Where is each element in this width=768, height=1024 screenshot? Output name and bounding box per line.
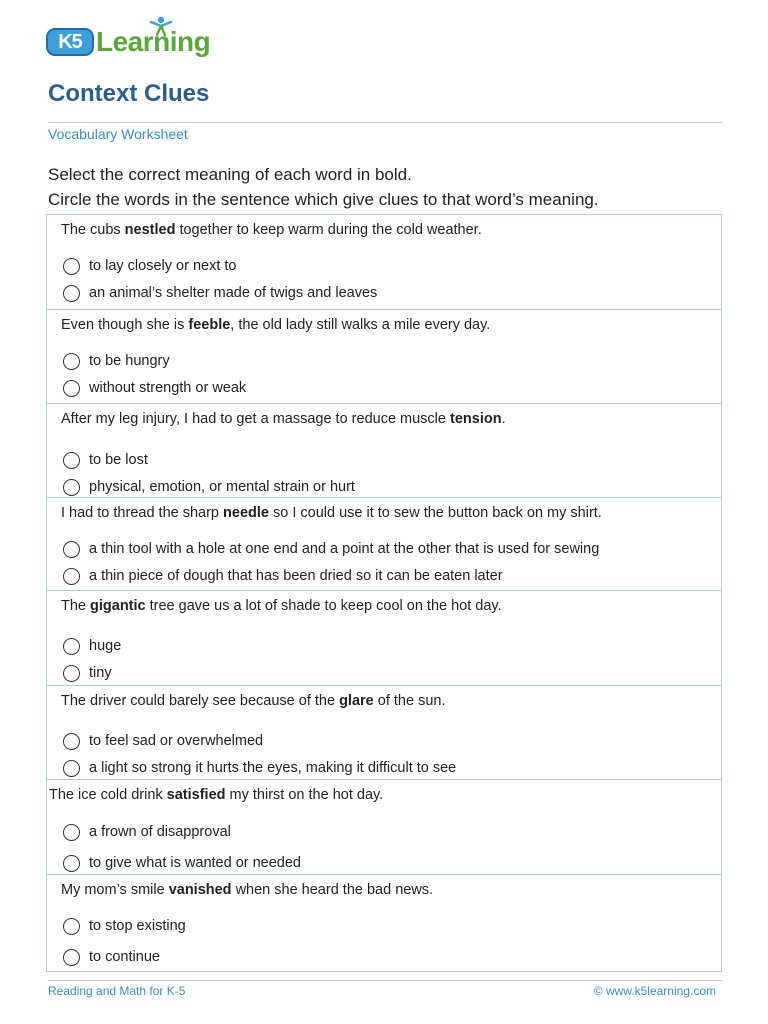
radio-circle-icon[interactable] [63, 452, 80, 469]
page-title: Context Clues [48, 80, 210, 107]
answer-option[interactable]: to give what is wanted or needed [63, 852, 301, 874]
question-sentence: Even though she is feeble, the old lady still walks a mile every day. [61, 317, 491, 333]
bold-word: nestled [124, 222, 176, 238]
question-sentence: The gigantic tree gave us a lot of shade to keep cool on the hot day. [61, 598, 502, 614]
instruction-line: Circle the words in the sentence which give clues to that word’s meaning. [48, 190, 599, 209]
radio-circle-icon[interactable] [63, 353, 80, 370]
answer-option[interactable]: to be hungry [63, 350, 170, 372]
radio-circle-icon[interactable] [63, 665, 80, 682]
answer-option[interactable]: a light so strong it hurts the eyes, making it difficult to see [63, 757, 456, 779]
radio-circle-icon[interactable] [63, 949, 80, 966]
question-sentence: I had to thread the sharp needle so I could use it to sew the button back on my shirt. [61, 505, 602, 521]
footer-divider [48, 980, 722, 981]
radio-circle-icon[interactable] [63, 258, 80, 275]
question-item [47, 498, 721, 591]
logo-figure-icon [148, 14, 174, 36]
answer-option[interactable]: to feel sad or overwhelmed [63, 730, 263, 752]
bold-word: vanished [168, 882, 232, 898]
answer-option[interactable]: a thin piece of dough that has been dried so it can be eaten later [63, 565, 503, 587]
bold-word: feeble [188, 317, 231, 333]
question-sentence: The driver could barely see because of the glare of the sun. [61, 693, 446, 709]
k5-learning-logo [44, 14, 214, 60]
bold-word: glare [339, 693, 374, 709]
bold-word: satisfied [166, 787, 226, 803]
answer-option[interactable]: to be lost [63, 449, 148, 471]
question-item [47, 591, 721, 686]
page-subtitle: Vocabulary Worksheet [48, 126, 188, 142]
answer-option[interactable]: a thin tool with a hole at one end and a point at the other that is used for sewing [63, 538, 599, 560]
answer-option[interactable]: to lay closely or next to [63, 255, 237, 277]
question-item [47, 310, 721, 404]
title-divider [48, 122, 722, 123]
question-item [47, 404, 721, 498]
question-item [47, 215, 721, 310]
answer-option[interactable]: to stop existing [63, 915, 186, 937]
radio-circle-icon[interactable] [63, 638, 80, 655]
bold-word: needle [223, 505, 269, 521]
answer-option[interactable]: a frown of disapproval [63, 821, 231, 843]
bold-word: tension [450, 411, 502, 427]
logo-wordmark: Learning [96, 26, 211, 57]
answer-option[interactable]: without strength or weak [63, 377, 246, 399]
answer-option[interactable]: huge [63, 635, 121, 657]
question-sentence: The cubs nestled together to keep warm during the cold weather. [61, 222, 482, 238]
footer-tagline: Reading and Math for K-5 [48, 984, 186, 998]
answer-option[interactable]: to continue [63, 946, 160, 968]
answer-option[interactable]: physical, emotion, or mental strain or hurt [63, 476, 355, 498]
question-item [47, 875, 721, 971]
answer-option[interactable]: tiny [63, 662, 112, 684]
logo-k5-badge: K5 [46, 28, 94, 56]
radio-circle-icon[interactable] [63, 541, 80, 558]
bold-word: gigantic [90, 598, 146, 614]
question-item [47, 686, 721, 780]
radio-circle-icon[interactable] [63, 824, 80, 841]
footer-copyright[interactable]: © www.k5learning.com [593, 984, 716, 998]
radio-circle-icon[interactable] [63, 733, 80, 750]
radio-circle-icon[interactable] [63, 568, 80, 585]
question-sentence: The ice cold drink satisfied my thirst on the hot day. [49, 787, 384, 803]
instruction-line: Select the correct meaning of each word in bold. [48, 165, 412, 184]
instructions [48, 162, 599, 212]
radio-circle-icon[interactable] [63, 855, 80, 872]
question-sentence: My mom’s smile vanished when she heard the bad news. [61, 882, 434, 898]
radio-circle-icon[interactable] [63, 760, 80, 777]
answer-option[interactable]: an animal’s shelter made of twigs and leaves [63, 282, 377, 304]
radio-circle-icon[interactable] [63, 380, 80, 397]
radio-circle-icon[interactable] [63, 285, 80, 302]
radio-circle-icon[interactable] [63, 479, 80, 496]
question-sentence: After my leg injury, I had to get a massage to reduce muscle tension. [61, 411, 506, 427]
questions-box [46, 214, 722, 972]
question-item [47, 780, 721, 875]
radio-circle-icon[interactable] [63, 918, 80, 935]
